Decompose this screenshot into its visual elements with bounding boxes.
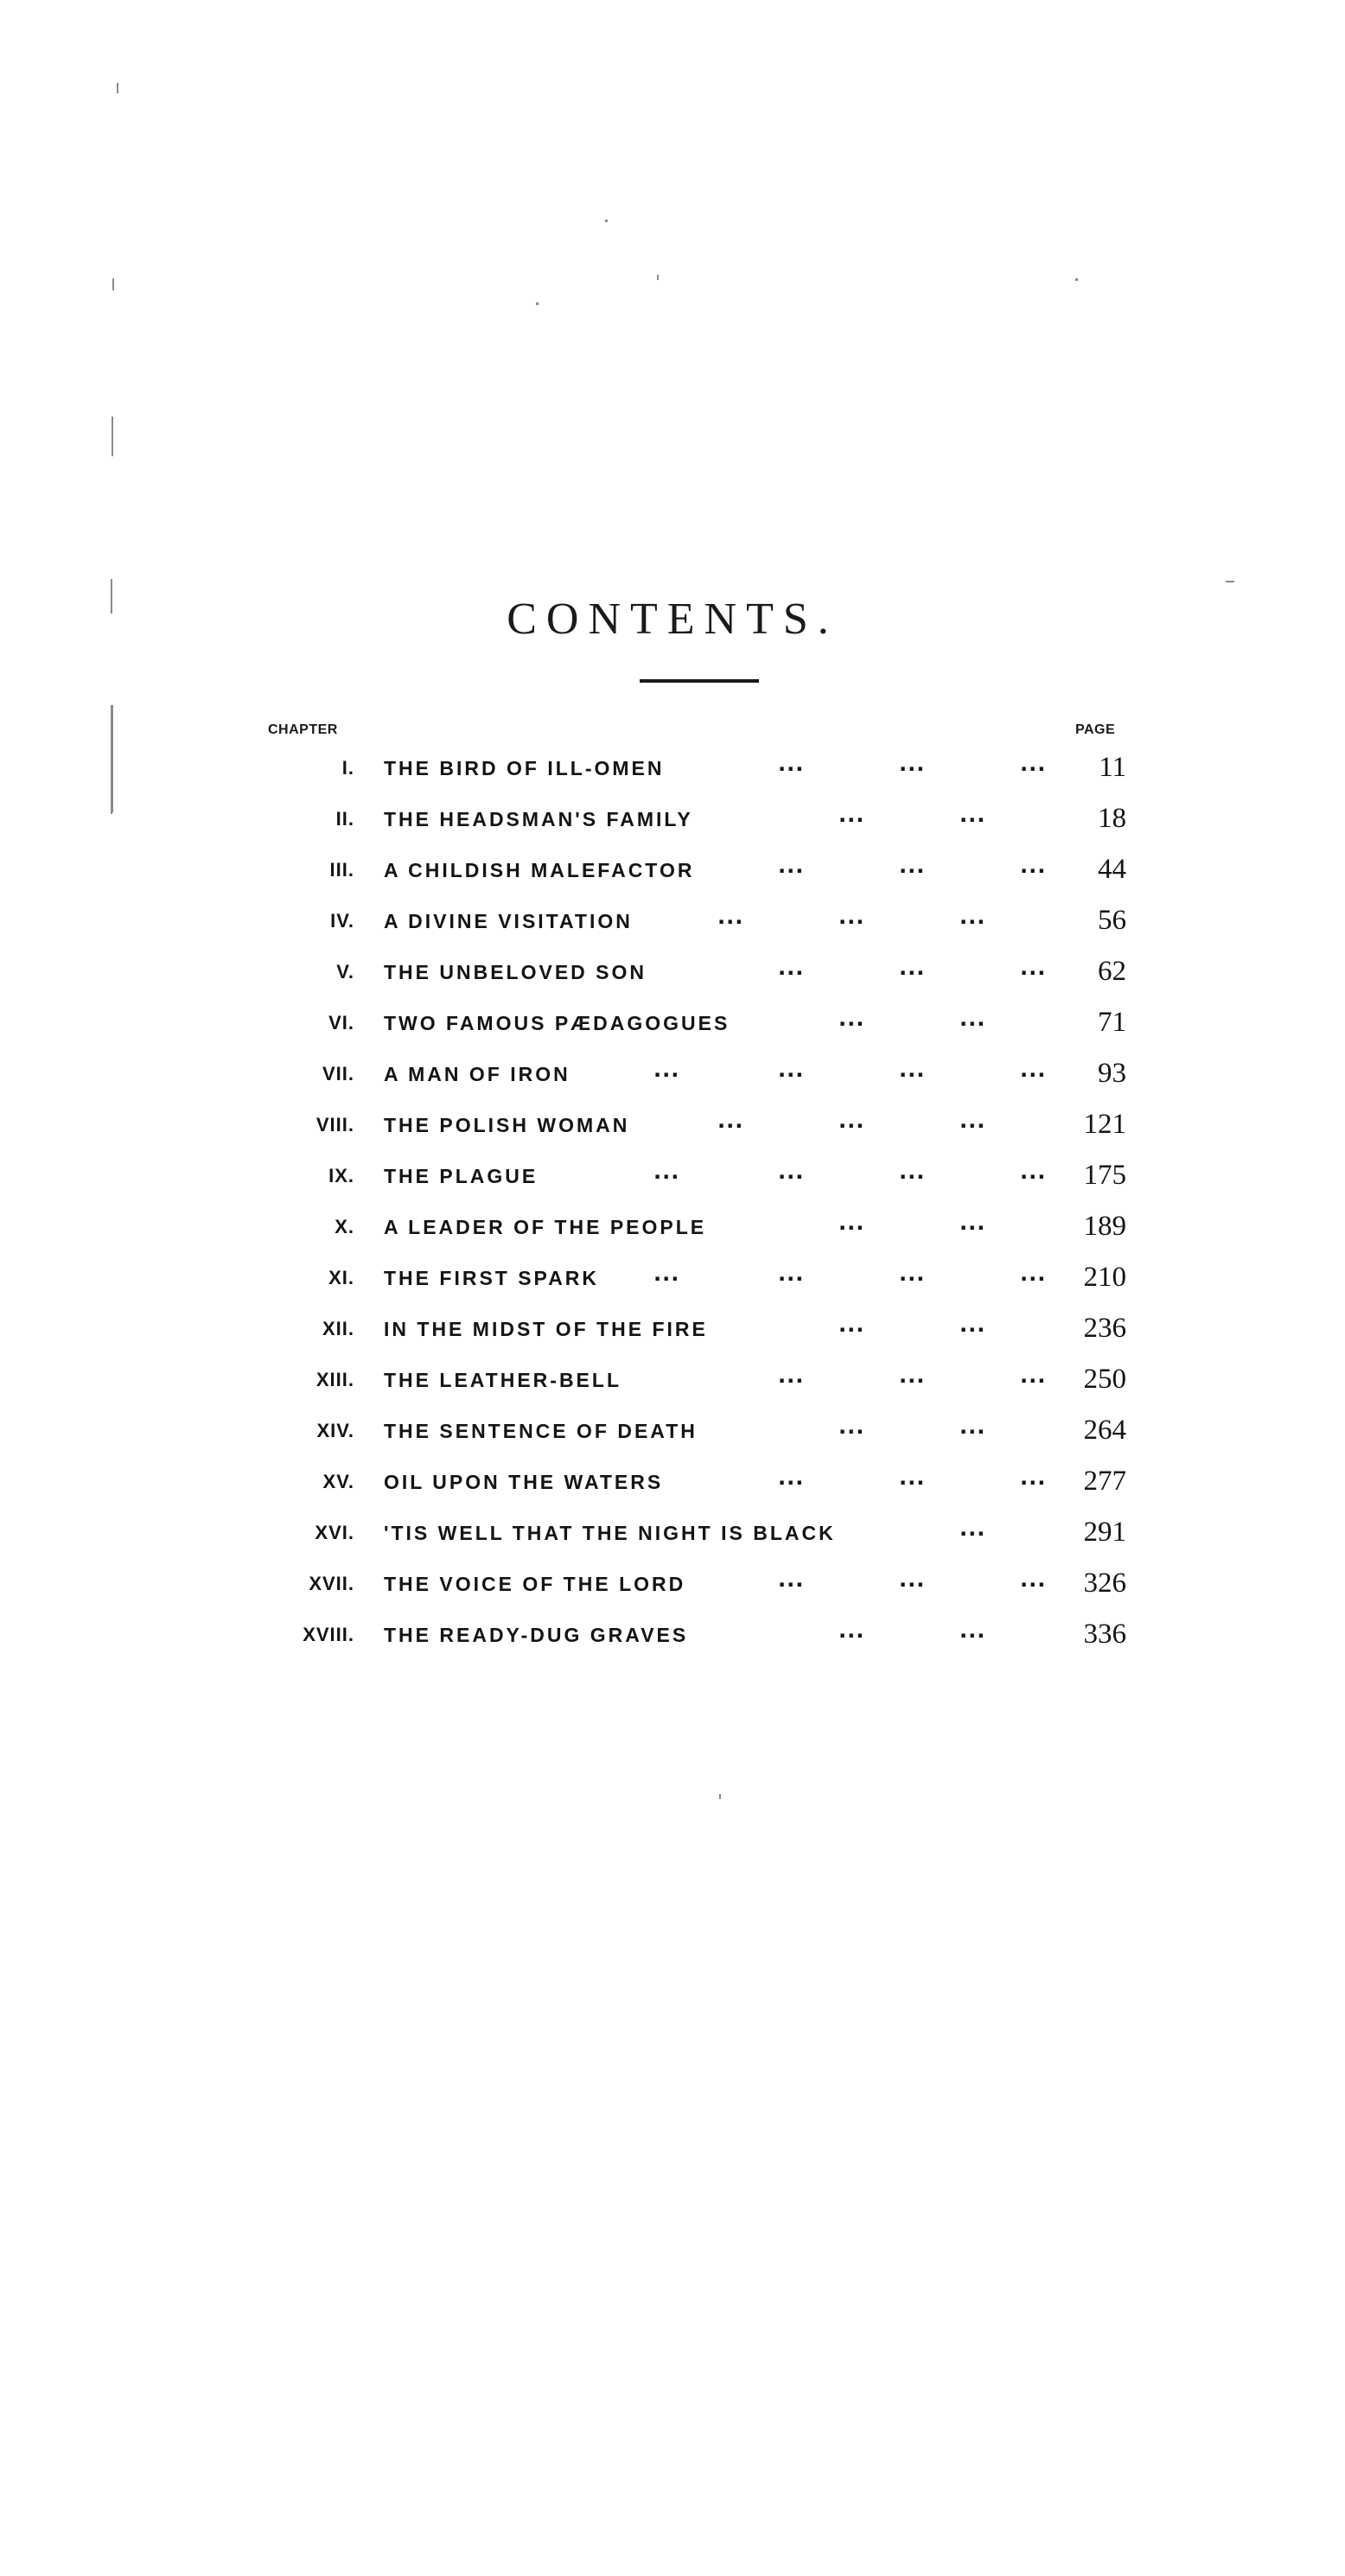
chapter-number: II. xyxy=(335,808,354,830)
chapter-title: TWO FAMOUS PÆDAGOGUES xyxy=(384,1012,730,1034)
dot-leader: ... xyxy=(899,1466,926,1490)
page-number: 11 xyxy=(1099,752,1126,783)
scan-mark xyxy=(605,219,608,222)
scan-mark xyxy=(719,1794,721,1799)
chapter-number: III. xyxy=(329,859,354,881)
dot-leader: ... xyxy=(1020,854,1047,878)
page-number: 175 xyxy=(1083,1160,1126,1191)
dot-leader: ... xyxy=(778,1160,805,1184)
toc-entry xyxy=(0,799,1345,850)
dot-leader: ... xyxy=(899,752,926,776)
dot-leader: ... xyxy=(653,1160,680,1184)
dot-leader: ... xyxy=(1020,1262,1047,1286)
scan-mark xyxy=(1226,581,1234,582)
chapter-number: X. xyxy=(335,1216,354,1237)
toc-entry xyxy=(0,748,1345,799)
title-rule xyxy=(640,679,759,683)
dot-leader: ... xyxy=(959,803,986,827)
chapter-number: VII. xyxy=(322,1063,354,1084)
dot-leader: ... xyxy=(899,956,926,980)
chapter-title: THE FIRST SPARK xyxy=(384,1267,600,1289)
toc-entry xyxy=(0,1156,1345,1207)
chapter-number: XIV. xyxy=(316,1420,354,1441)
dot-leader: ... xyxy=(838,1313,865,1337)
page-number: 56 xyxy=(1098,905,1126,936)
scan-mark xyxy=(112,417,113,456)
dot-leader: ... xyxy=(838,1211,865,1235)
page-number: 236 xyxy=(1083,1313,1126,1344)
toc-entry xyxy=(0,1003,1345,1054)
chapter-title: THE LEATHER-BELL xyxy=(384,1369,622,1391)
dot-leader: ... xyxy=(1020,752,1047,776)
toc-entry xyxy=(0,1258,1345,1309)
dot-leader: ... xyxy=(959,1007,986,1031)
dot-leader: ... xyxy=(778,1568,805,1592)
chapter-number: IV. xyxy=(330,910,354,932)
toc-entry xyxy=(0,1462,1345,1513)
dot-leader: ... xyxy=(1020,956,1047,980)
chapter-number: XVIII. xyxy=(303,1624,354,1645)
chapter-number: XVII. xyxy=(309,1573,354,1594)
chapter-title: THE BIRD OF ILL-OMEN xyxy=(384,757,665,779)
page-number: 121 xyxy=(1083,1109,1126,1140)
dot-leader: ... xyxy=(1020,1466,1047,1490)
scan-mark xyxy=(112,278,114,290)
dot-leader: ... xyxy=(653,1058,680,1082)
toc-entry xyxy=(0,1615,1345,1666)
page-number: 71 xyxy=(1098,1007,1126,1038)
chapter-column-header: CHAPTER xyxy=(268,722,338,737)
page-number: 210 xyxy=(1083,1262,1126,1293)
dot-leader: ... xyxy=(899,1364,926,1388)
dot-leader: ... xyxy=(899,1160,926,1184)
dot-leader: ... xyxy=(778,854,805,878)
chapter-title: IN THE MIDST OF THE FIRE xyxy=(384,1318,708,1340)
dot-leader: ... xyxy=(959,1313,986,1337)
dot-leader: ... xyxy=(838,803,865,827)
dot-leader: ... xyxy=(778,1262,805,1286)
chapter-title: THE PLAGUE xyxy=(384,1165,539,1187)
dot-leader: ... xyxy=(778,956,805,980)
page-number: 336 xyxy=(1083,1619,1126,1650)
chapter-title: THE HEADSMAN'S FAMILY xyxy=(384,808,693,830)
dot-leader: ... xyxy=(717,905,744,929)
chapter-number: XIII. xyxy=(316,1369,354,1390)
scan-mark xyxy=(657,275,659,280)
dot-leader: ... xyxy=(778,1058,805,1082)
toc-entry xyxy=(0,850,1345,901)
chapter-title: THE UNBELOVED SON xyxy=(384,961,647,983)
chapter-title: A CHILDISH MALEFACTOR xyxy=(384,859,695,881)
toc-entry xyxy=(0,952,1345,1003)
page-number: 291 xyxy=(1083,1517,1126,1548)
dot-leader: ... xyxy=(959,1517,986,1541)
dot-leader: ... xyxy=(1020,1568,1047,1592)
dot-leader: ... xyxy=(959,905,986,929)
chapter-number: I. xyxy=(341,757,354,779)
page-number: 62 xyxy=(1098,956,1126,987)
page-number: 189 xyxy=(1083,1211,1126,1242)
dot-leader: ... xyxy=(899,854,926,878)
toc-entry xyxy=(0,901,1345,952)
dot-leader: ... xyxy=(959,1619,986,1643)
page-title: CONTENTS. xyxy=(507,594,838,644)
dot-leader: ... xyxy=(717,1109,744,1133)
chapter-number: VIII. xyxy=(316,1114,354,1135)
toc-entry xyxy=(0,1513,1345,1564)
chapter-title: A DIVINE VISITATION xyxy=(384,910,633,932)
chapter-number: XII. xyxy=(322,1318,354,1339)
page-number: 44 xyxy=(1098,854,1126,885)
dot-leader: ... xyxy=(838,1007,865,1031)
page-number: 277 xyxy=(1083,1466,1126,1497)
chapter-title: THE POLISH WOMAN xyxy=(384,1114,630,1136)
dot-leader: ... xyxy=(899,1262,926,1286)
toc-entry xyxy=(0,1207,1345,1258)
chapter-title: THE SENTENCE OF DEATH xyxy=(384,1420,698,1442)
dot-leader: ... xyxy=(959,1109,986,1133)
toc-entry xyxy=(0,1360,1345,1411)
chapter-number: XV. xyxy=(322,1471,354,1492)
chapter-title: THE READY-DUG GRAVES xyxy=(384,1624,689,1646)
dot-leader: ... xyxy=(838,905,865,929)
dot-leader: ... xyxy=(1020,1058,1047,1082)
dot-leader: ... xyxy=(899,1058,926,1082)
dot-leader: ... xyxy=(899,1568,926,1592)
scan-mark xyxy=(536,302,539,305)
dot-leader: ... xyxy=(778,752,805,776)
page-number: 264 xyxy=(1083,1415,1126,1446)
page-number: 18 xyxy=(1098,803,1126,834)
chapter-number: V. xyxy=(336,961,354,983)
dot-leader: ... xyxy=(653,1262,680,1286)
page-number: 326 xyxy=(1083,1568,1126,1599)
chapter-number: XI. xyxy=(328,1267,354,1288)
dot-leader: ... xyxy=(959,1415,986,1439)
scan-mark xyxy=(1075,278,1078,281)
chapter-number: XVI. xyxy=(315,1522,354,1543)
chapter-title: A LEADER OF THE PEOPLE xyxy=(384,1216,707,1238)
dot-leader: ... xyxy=(1020,1364,1047,1388)
dot-leader: ... xyxy=(959,1211,986,1235)
page-column-header: PAGE xyxy=(1075,722,1345,2576)
chapter-title: THE VOICE OF THE LORD xyxy=(384,1573,686,1595)
toc-entry xyxy=(0,1054,1345,1105)
dot-leader: ... xyxy=(778,1466,805,1490)
dot-leader: ... xyxy=(838,1415,865,1439)
chapter-title: OIL UPON THE WATERS xyxy=(384,1471,664,1493)
page-number: 93 xyxy=(1098,1058,1126,1089)
chapter-title: 'TIS WELL THAT THE NIGHT IS BLACK xyxy=(384,1522,836,1544)
toc-entry xyxy=(0,1309,1345,1360)
dot-leader: ... xyxy=(838,1109,865,1133)
chapter-number: VI. xyxy=(328,1012,354,1034)
dot-leader: ... xyxy=(778,1364,805,1388)
chapter-number: IX. xyxy=(328,1165,354,1186)
toc-entry xyxy=(0,1411,1345,1462)
dot-leader: ... xyxy=(838,1619,865,1643)
toc-entry xyxy=(0,1564,1345,1615)
dot-leader: ... xyxy=(1020,1160,1047,1184)
chapter-title: A MAN OF IRON xyxy=(384,1063,571,1085)
scan-mark xyxy=(117,83,118,93)
toc-entry xyxy=(0,1105,1345,1156)
page-number: 250 xyxy=(1083,1364,1126,1395)
